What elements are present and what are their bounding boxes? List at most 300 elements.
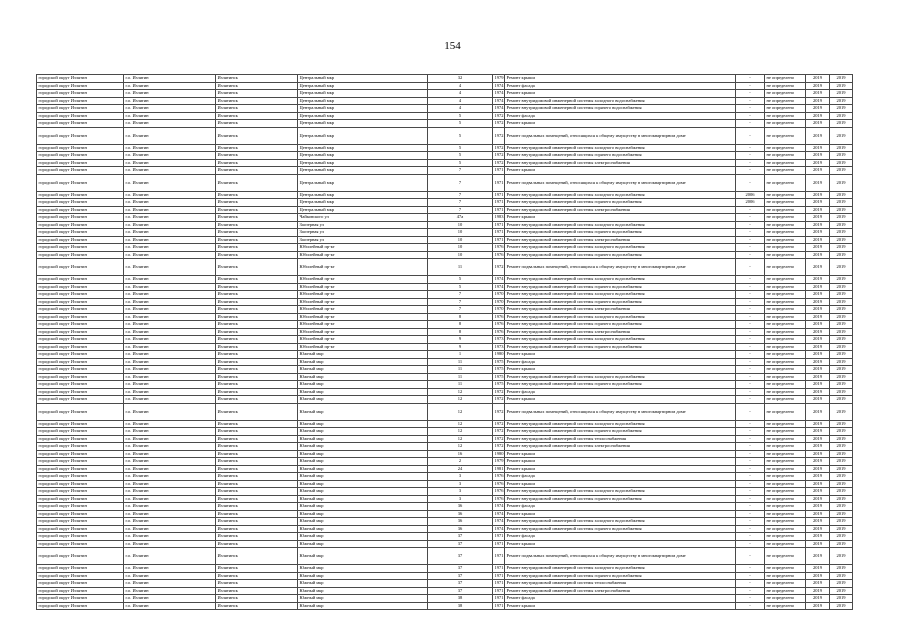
district-cell: городской округ Излятин xyxy=(37,396,124,404)
status-cell: не определено xyxy=(765,587,806,595)
value-cell: - xyxy=(736,388,765,396)
district-cell: городской округ Излятин xyxy=(37,480,124,488)
year-built-cell: 1976 xyxy=(494,488,504,494)
value-cell: - xyxy=(736,152,765,160)
status-cell: не определено xyxy=(765,167,806,175)
value-cell: - xyxy=(736,548,765,565)
table-row xyxy=(37,443,853,451)
work-type-cell: Ремонт внутридомовой инженерной системы холодного водоснабжения xyxy=(505,313,736,321)
year-built-cell: 1972 xyxy=(494,152,504,158)
value-cell: - xyxy=(736,343,765,351)
year-built-cell: 1971 xyxy=(494,580,504,586)
district-cell: городской округ Излятин xyxy=(37,403,124,420)
district-cell: городской округ Излятин xyxy=(37,206,124,214)
street-cell: Южный мкр xyxy=(298,540,428,548)
start-year-cell: 2019 xyxy=(806,465,830,473)
start-year-cell: 2019 xyxy=(806,251,830,259)
house-cell: 36 xyxy=(428,525,493,533)
end-year-cell: 2019 xyxy=(830,167,853,175)
street-cell: Южный мкр xyxy=(298,518,428,526)
street-cell: Центральный мкр xyxy=(298,82,428,90)
street-cell: Южный мкр xyxy=(298,450,428,458)
settlement-cell: г.о. Излятин xyxy=(124,587,216,595)
start-year-cell: 2019 xyxy=(806,443,830,451)
town-cell: Излятинск xyxy=(216,366,298,374)
district-cell: городской округ Излятин xyxy=(37,488,124,496)
table-row xyxy=(37,351,853,359)
street-cell: Юбилейный пр-кт xyxy=(298,328,428,336)
year-built-cell: 1970 xyxy=(494,291,504,297)
work-type-cell: Ремонт подвальных помещений, относящихся к общему имуществу в многоквартирном доме xyxy=(505,548,736,565)
street-cell: Центральный мкр xyxy=(298,90,428,98)
year-built-cell: 1972 xyxy=(493,403,505,420)
settlement-cell: г.о. Излятин xyxy=(124,572,216,580)
work-type-cell: Ремонт крыши xyxy=(505,480,736,488)
house-cell: 12 xyxy=(428,420,493,428)
settlement-cell: г.о. Излятин xyxy=(124,306,216,314)
settlement-cell: г.о. Излятин xyxy=(124,473,216,481)
settlement-cell: г.о. Излятин xyxy=(124,381,216,389)
district-cell: городской округ Излятин xyxy=(37,152,124,160)
year-built-cell: 1974 xyxy=(494,90,504,96)
year-built-cell: 1976 xyxy=(494,495,504,501)
street-cell: Южный мкр xyxy=(298,403,428,420)
value-cell: 2006 xyxy=(736,199,765,207)
district-cell: городской округ Излятин xyxy=(37,321,124,329)
district-cell: городской округ Излятин xyxy=(37,221,124,229)
settlement-cell: г.о. Излятин xyxy=(124,199,216,207)
year-built-cell: 1971 xyxy=(494,221,504,227)
town-cell: Излятинск xyxy=(216,321,298,329)
house-cell: 5 xyxy=(428,120,493,128)
start-year-cell: 2019 xyxy=(806,90,830,98)
house-cell: 7 xyxy=(428,191,493,199)
district-cell: городской округ Излятин xyxy=(37,518,124,526)
year-built-cell: 1972 xyxy=(494,428,504,434)
district-cell: городской округ Излятин xyxy=(37,75,124,83)
table-row xyxy=(37,120,853,128)
start-year-cell: 2019 xyxy=(806,381,830,389)
status-cell: не определено xyxy=(765,510,806,518)
end-year-cell: 2019 xyxy=(830,112,853,120)
town-cell: Излятинск xyxy=(216,75,298,83)
year-built-cell: 1983 xyxy=(494,214,504,220)
status-cell: не определено xyxy=(765,572,806,580)
district-cell: городской округ Излятин xyxy=(37,214,124,222)
table-row xyxy=(37,420,853,428)
end-year-cell: 2019 xyxy=(830,358,853,366)
start-year-cell: 2019 xyxy=(806,291,830,299)
street-cell: Центральный мкр xyxy=(298,127,428,144)
end-year-cell: 2019 xyxy=(830,321,853,329)
value-cell: - xyxy=(736,510,765,518)
house-cell: 10 xyxy=(428,221,493,229)
value-cell: - xyxy=(736,465,765,473)
district-cell: городской округ Излятин xyxy=(37,428,124,436)
house-cell: 36 xyxy=(428,518,493,526)
status-cell: не определено xyxy=(765,602,806,610)
year-built-cell: 1980 xyxy=(494,351,504,357)
end-year-cell: 2019 xyxy=(830,450,853,458)
year-built-cell: 1971 xyxy=(493,174,505,191)
house-cell: 5 xyxy=(428,276,493,284)
street-cell: Южный мкр xyxy=(298,595,428,603)
work-type-cell: Ремонт фасада xyxy=(505,533,736,541)
start-year-cell: 2019 xyxy=(806,525,830,533)
status-cell: не определено xyxy=(765,152,806,160)
settlement-cell: г.о. Излятин xyxy=(124,435,216,443)
status-cell: не определено xyxy=(765,127,806,144)
house-cell: 11 xyxy=(428,381,493,389)
value-cell: - xyxy=(736,236,765,244)
start-year-cell: 2019 xyxy=(806,403,830,420)
table-row xyxy=(37,373,853,381)
status-cell: не определено xyxy=(765,276,806,284)
settlement-cell: г.о. Излятин xyxy=(124,465,216,473)
house-cell: 5 xyxy=(428,112,493,120)
street-cell: Центральный мкр xyxy=(298,152,428,160)
status-cell: не определено xyxy=(765,435,806,443)
end-year-cell: 2019 xyxy=(830,381,853,389)
town-cell: Излятинск xyxy=(216,525,298,533)
start-year-cell: 2019 xyxy=(806,174,830,191)
value-cell: - xyxy=(736,306,765,314)
status-cell: не определено xyxy=(765,580,806,588)
settlement-cell: г.о. Излятин xyxy=(124,105,216,113)
end-year-cell: 2019 xyxy=(830,525,853,533)
work-type-cell: Ремонт подвальных помещений, относящихся к общему имуществу в многоквартирном доме xyxy=(505,174,736,191)
table-row xyxy=(37,167,853,175)
end-year-cell: 2019 xyxy=(830,595,853,603)
street-cell: Центральный мкр xyxy=(298,167,428,175)
street-cell: Южный мкр xyxy=(298,396,428,404)
street-cell: Юбилейный пр-кт xyxy=(298,276,428,284)
town-cell: Излятинск xyxy=(216,473,298,481)
status-cell: не определено xyxy=(765,298,806,306)
start-year-cell: 2019 xyxy=(806,82,830,90)
settlement-cell: г.о. Излятин xyxy=(124,580,216,588)
house-cell: 36 xyxy=(428,503,493,511)
status-cell: не определено xyxy=(765,259,806,276)
year-built-cell: 1972 xyxy=(494,396,504,402)
work-type-cell: Ремонт внутридомовой инженерной системы холодного водоснабжения xyxy=(505,488,736,496)
work-type-cell: Ремонт крыши xyxy=(505,465,736,473)
house-cell: 7 xyxy=(428,291,493,299)
start-year-cell: 2019 xyxy=(806,488,830,496)
end-year-cell: 2019 xyxy=(830,120,853,128)
status-cell: не определено xyxy=(765,595,806,603)
end-year-cell: 2019 xyxy=(830,152,853,160)
street-cell: Заозерная ул xyxy=(298,221,428,229)
work-type-cell: Ремонт внутридомовой инженерной системы холодного водоснабжения xyxy=(505,565,736,573)
status-cell: не определено xyxy=(765,97,806,105)
year-built-cell: 1970 xyxy=(494,298,504,304)
town-cell: Излятинск xyxy=(216,533,298,541)
year-built-cell: 1975 xyxy=(494,358,504,364)
district-cell: городской округ Излятин xyxy=(37,525,124,533)
district-cell: городской округ Излятин xyxy=(37,366,124,374)
settlement-cell: г.о. Излятин xyxy=(124,229,216,237)
value-cell: - xyxy=(736,503,765,511)
work-type-cell: Ремонт подвальных помещений, относящихся к общему имуществу в многоквартирном доме xyxy=(505,403,736,420)
settlement-cell: г.о. Излятин xyxy=(124,510,216,518)
district-cell: городской округ Излятин xyxy=(37,473,124,481)
value-cell: - xyxy=(736,381,765,389)
town-cell: Излятинск xyxy=(216,403,298,420)
start-year-cell: 2019 xyxy=(806,572,830,580)
town-cell: Излятинск xyxy=(216,343,298,351)
status-cell: не определено xyxy=(765,306,806,314)
work-type-cell: Ремонт внутридомовой инженерной системы горячего водоснабжения xyxy=(505,343,736,351)
status-cell: не определено xyxy=(765,403,806,420)
house-cell: 12 xyxy=(428,396,493,404)
table-row xyxy=(37,403,853,420)
district-cell: городской округ Излятин xyxy=(37,167,124,175)
year-built-cell: 1972 xyxy=(494,159,504,165)
street-cell: Юбилейный пр-кт xyxy=(298,306,428,314)
town-cell: Излятинск xyxy=(216,82,298,90)
value-cell: - xyxy=(736,328,765,336)
year-built-cell: 1973 xyxy=(494,343,504,349)
street-cell: Южный мкр xyxy=(298,480,428,488)
work-type-cell: Ремонт внутридомовой инженерной системы холодного водоснабжения xyxy=(505,373,736,381)
start-year-cell: 2019 xyxy=(806,495,830,503)
house-cell: 37 xyxy=(428,572,493,580)
value-cell: - xyxy=(736,276,765,284)
settlement-cell: г.о. Излятин xyxy=(124,75,216,83)
status-cell: не определено xyxy=(765,291,806,299)
status-cell: не определено xyxy=(765,428,806,436)
district-cell: городской округ Излятин xyxy=(37,236,124,244)
end-year-cell: 2019 xyxy=(830,458,853,466)
status-cell: не определено xyxy=(765,221,806,229)
value-cell: - xyxy=(736,458,765,466)
status-cell: не определено xyxy=(765,191,806,199)
settlement-cell: г.о. Излятин xyxy=(124,351,216,359)
start-year-cell: 2019 xyxy=(806,602,830,610)
house-cell: 12 xyxy=(428,443,493,451)
street-cell: Центральный мкр xyxy=(298,199,428,207)
table-row xyxy=(37,587,853,595)
district-cell: городской округ Излятин xyxy=(37,388,124,396)
work-type-cell: Ремонт внутридомовой инженерной системы горячего водоснабжения xyxy=(505,152,736,160)
work-type-cell: Ремонт крыши xyxy=(505,450,736,458)
settlement-cell: г.о. Излятин xyxy=(124,495,216,503)
house-cell: 16 xyxy=(428,450,493,458)
work-type-cell: Ремонт внутридомовой инженерной системы холодного водоснабжения xyxy=(505,191,736,199)
settlement-cell: г.о. Излятин xyxy=(124,236,216,244)
table-row xyxy=(37,473,853,481)
value-cell: - xyxy=(736,420,765,428)
value-cell: - xyxy=(736,358,765,366)
settlement-cell: г.о. Излятин xyxy=(124,366,216,374)
street-cell: Юбилейный пр-кт xyxy=(298,251,428,259)
year-built-cell: 1974 xyxy=(494,525,504,531)
house-cell: 38 xyxy=(428,602,493,610)
end-year-cell: 2019 xyxy=(830,465,853,473)
value-cell: - xyxy=(736,565,765,573)
start-year-cell: 2019 xyxy=(806,127,830,144)
settlement-cell: г.о. Излятин xyxy=(124,533,216,541)
settlement-cell: г.о. Излятин xyxy=(124,291,216,299)
street-cell: Юбилейный пр-кт xyxy=(298,313,428,321)
table-row xyxy=(37,259,853,276)
district-cell: городской округ Излятин xyxy=(37,229,124,237)
district-cell: городской округ Излятин xyxy=(37,97,124,105)
district-cell: городской округ Излятин xyxy=(37,443,124,451)
settlement-cell: г.о. Излятин xyxy=(124,97,216,105)
street-cell: Южный мкр xyxy=(298,488,428,496)
value-cell: - xyxy=(736,244,765,252)
district-cell: городской округ Излятин xyxy=(37,306,124,314)
town-cell: Излятинск xyxy=(216,358,298,366)
settlement-cell: г.о. Излятин xyxy=(124,396,216,404)
work-type-cell: Ремонт крыши xyxy=(505,351,736,359)
settlement-cell: г.о. Излятин xyxy=(124,503,216,511)
street-cell: Южный мкр xyxy=(298,373,428,381)
start-year-cell: 2019 xyxy=(806,540,830,548)
start-year-cell: 2019 xyxy=(806,167,830,175)
district-cell: городской округ Излятин xyxy=(37,174,124,191)
status-cell: не определено xyxy=(765,343,806,351)
district-cell: городской округ Излятин xyxy=(37,495,124,503)
town-cell: Излятинск xyxy=(216,351,298,359)
district-cell: городской округ Излятин xyxy=(37,120,124,128)
status-cell: не определено xyxy=(765,82,806,90)
year-built-cell: 1971 xyxy=(494,540,504,546)
town-cell: Излятинск xyxy=(216,602,298,610)
year-built-cell: 1971 xyxy=(493,548,505,565)
status-cell: не определено xyxy=(765,75,806,83)
town-cell: Излятинск xyxy=(216,336,298,344)
start-year-cell: 2019 xyxy=(806,112,830,120)
settlement-cell: г.о. Излятин xyxy=(124,144,216,152)
end-year-cell: 2019 xyxy=(830,298,853,306)
settlement-cell: г.о. Излятин xyxy=(124,548,216,565)
table-row xyxy=(37,358,853,366)
status-cell: не определено xyxy=(765,90,806,98)
end-year-cell: 2019 xyxy=(830,351,853,359)
year-built-cell: 1972 xyxy=(494,112,504,118)
value-cell: - xyxy=(736,214,765,222)
district-cell: городской округ Излятин xyxy=(37,259,124,276)
house-cell: 12 xyxy=(428,403,493,420)
end-year-cell: 2019 xyxy=(830,283,853,291)
year-built-cell: 1972 xyxy=(493,127,505,144)
work-type-cell: Ремонт внутридомовой инженерной системы холодного водоснабжения xyxy=(505,518,736,526)
value-cell: - xyxy=(736,259,765,276)
street-cell: Центральный мкр xyxy=(298,105,428,113)
street-cell: Южный мкр xyxy=(298,435,428,443)
district-cell: городской округ Излятин xyxy=(37,328,124,336)
year-built-cell: 1976 xyxy=(494,251,504,257)
house-cell: 37 xyxy=(428,565,493,573)
end-year-cell: 2019 xyxy=(830,336,853,344)
table-row xyxy=(37,90,853,98)
table-row xyxy=(37,488,853,496)
status-cell: не определено xyxy=(765,214,806,222)
settlement-cell: г.о. Излятин xyxy=(124,82,216,90)
year-built-cell: 1974 xyxy=(494,105,504,111)
table-row xyxy=(37,112,853,120)
district-cell: городской округ Излятин xyxy=(37,144,124,152)
town-cell: Излятинск xyxy=(216,236,298,244)
town-cell: Излятинск xyxy=(216,328,298,336)
district-cell: городской округ Излятин xyxy=(37,127,124,144)
town-cell: Излятинск xyxy=(216,144,298,152)
status-cell: не определено xyxy=(765,313,806,321)
start-year-cell: 2019 xyxy=(806,480,830,488)
work-type-cell: Ремонт внутридомовой инженерной системы холодного водоснабжения xyxy=(505,276,736,284)
start-year-cell: 2019 xyxy=(806,565,830,573)
table-row xyxy=(37,495,853,503)
year-built-cell: 1971 xyxy=(494,236,504,242)
street-cell: Южный мкр xyxy=(298,495,428,503)
town-cell: Излятинск xyxy=(216,587,298,595)
table-row xyxy=(37,343,853,351)
settlement-cell: г.о. Излятин xyxy=(124,343,216,351)
district-cell: городской округ Излятин xyxy=(37,420,124,428)
end-year-cell: 2019 xyxy=(830,259,853,276)
table-row xyxy=(37,244,853,252)
work-type-cell: Ремонт фасада xyxy=(505,473,736,481)
value-cell: - xyxy=(736,313,765,321)
street-cell: Южный мкр xyxy=(298,465,428,473)
end-year-cell: 2019 xyxy=(830,236,853,244)
settlement-cell: г.о. Излятин xyxy=(124,259,216,276)
value-cell: - xyxy=(736,90,765,98)
start-year-cell: 2019 xyxy=(806,373,830,381)
town-cell: Излятинск xyxy=(216,435,298,443)
town-cell: Излятинск xyxy=(216,199,298,207)
house-cell: 8 xyxy=(428,313,493,321)
status-cell: не определено xyxy=(765,174,806,191)
settlement-cell: г.о. Излятин xyxy=(124,525,216,533)
street-cell: Южный мкр xyxy=(298,525,428,533)
district-cell: городской округ Излятин xyxy=(37,458,124,466)
town-cell: Излятинск xyxy=(216,510,298,518)
work-type-cell: Ремонт крыши xyxy=(505,510,736,518)
district-cell: городской округ Излятин xyxy=(37,313,124,321)
end-year-cell: 2019 xyxy=(830,587,853,595)
town-cell: Излятинск xyxy=(216,229,298,237)
end-year-cell: 2019 xyxy=(830,495,853,503)
work-type-cell: Ремонт внутридомовой инженерной системы холодного водоснабжения xyxy=(505,336,736,344)
value-cell: - xyxy=(736,366,765,374)
start-year-cell: 2019 xyxy=(806,450,830,458)
status-cell: не определено xyxy=(765,458,806,466)
town-cell: Излятинск xyxy=(216,428,298,436)
house-cell: 8 xyxy=(428,321,493,329)
street-cell: Юбилейный пр-кт xyxy=(298,283,428,291)
town-cell: Излятинск xyxy=(216,595,298,603)
end-year-cell: 2019 xyxy=(830,420,853,428)
value-cell: - xyxy=(736,291,765,299)
settlement-cell: г.о. Излятин xyxy=(124,313,216,321)
start-year-cell: 2019 xyxy=(806,473,830,481)
status-cell: не определено xyxy=(765,112,806,120)
table-row xyxy=(37,321,853,329)
house-cell: 4 xyxy=(428,90,493,98)
town-cell: Излятинск xyxy=(216,580,298,588)
start-year-cell: 2019 xyxy=(806,420,830,428)
year-built-cell: 1980 xyxy=(494,450,504,456)
year-built-cell: 1971 xyxy=(494,206,504,212)
value-cell: - xyxy=(736,443,765,451)
settlement-cell: г.о. Излятин xyxy=(124,251,216,259)
house-cell: 12 xyxy=(428,428,493,436)
end-year-cell: 2019 xyxy=(830,221,853,229)
